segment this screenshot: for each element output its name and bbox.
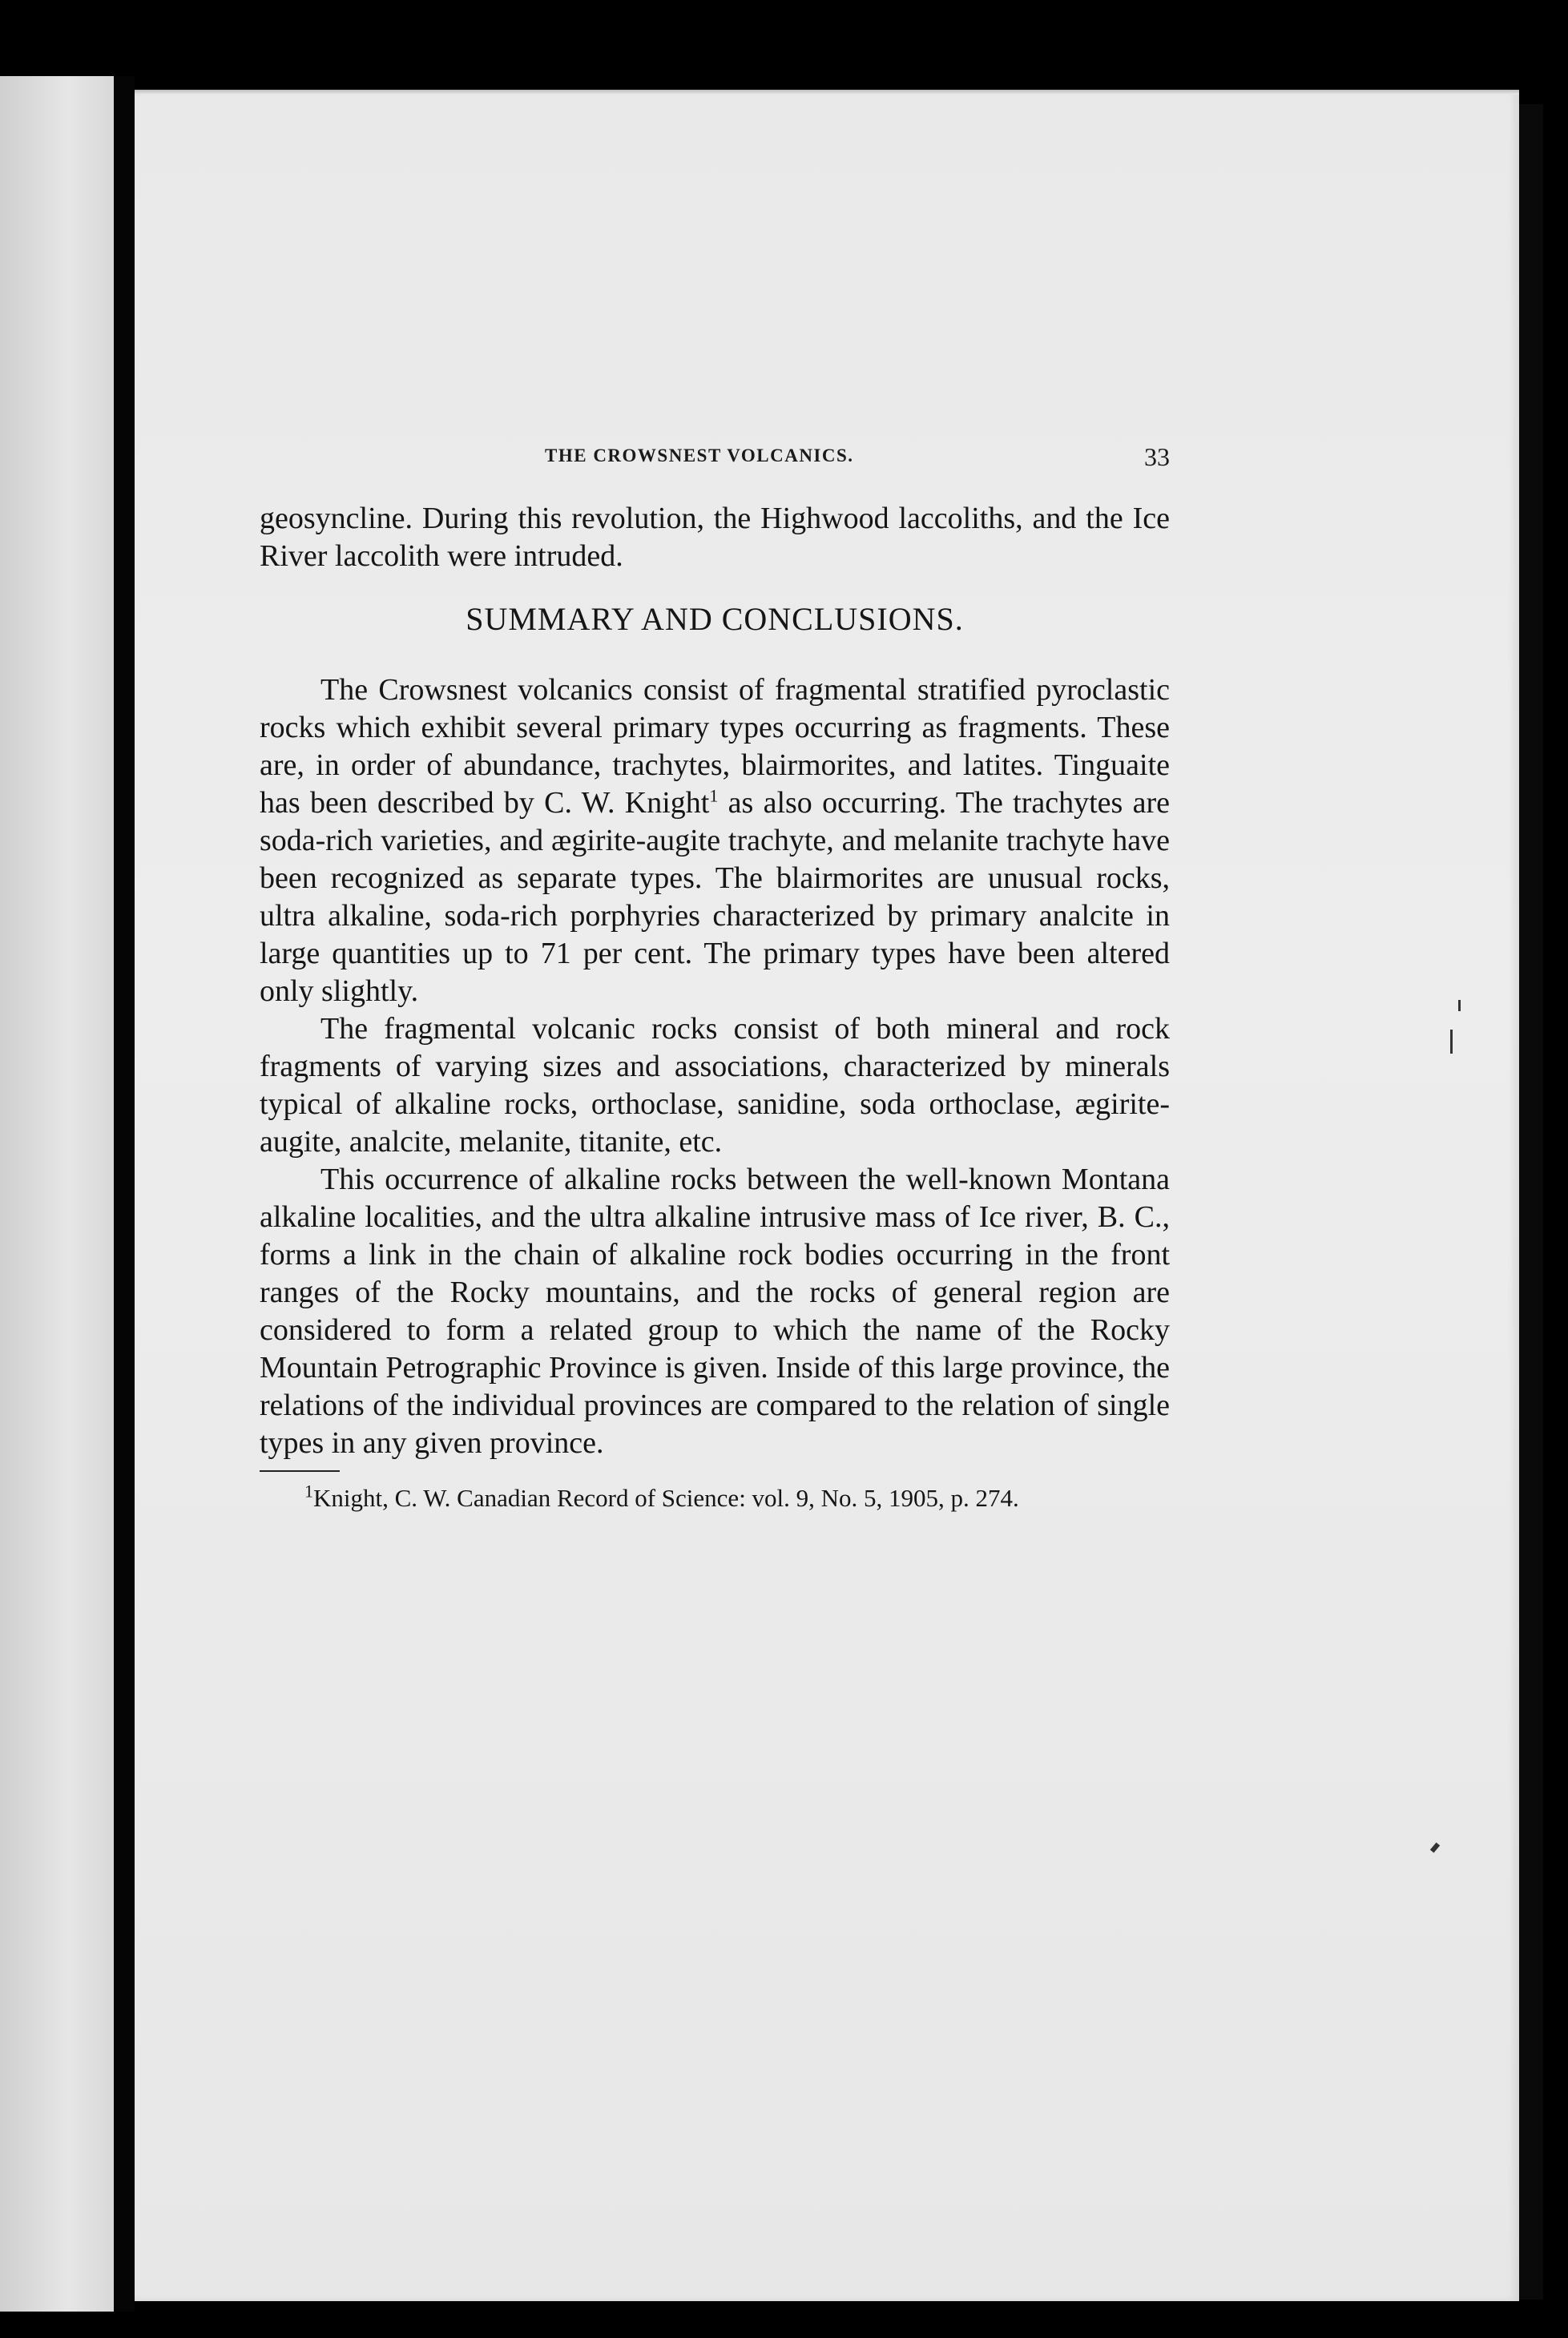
paragraph-summary xyxy=(260,671,1170,1010)
page-top-edge xyxy=(135,90,1519,95)
scan-speck xyxy=(1450,1030,1453,1054)
paragraph-fragmental-rocks: The fragmental volcanic rocks consist of both mineral and rock fragments of varying sizes and associations, characterized by minerals typical of alkaline rocks, orthoclase, sanidine, soda orthoclase, ægirite-augite, analcite, melanite, titanite, etc. xyxy=(260,1012,1170,1159)
facing-page-edge xyxy=(0,76,114,2312)
footnote-marker: 1 xyxy=(304,1481,313,1502)
footnote-text: Knight, C. W. Canadian Record of Science: vol. 9, No. 5, 1905, p. 274. xyxy=(313,1484,1019,1512)
footnote-rule xyxy=(260,1470,340,1472)
scan-speck xyxy=(1458,1000,1461,1011)
footnote xyxy=(260,1483,1170,1514)
paragraph-occurrence: This occurrence of alkaline rocks between the well-known Montana alkaline localities, and the ultra alkaline intrusive mass of Ice river, B. C., forms a link in the chain of alkaline rock bodies occurring in the front ranges of the Rocky mountains, and the rocks of general region are considered to form a related group to which the name of the Rocky Mountain Petrographic Province is given. Inside of this large province, the relations of the individual provinces are compared to the relation of single types in any given province. xyxy=(260,1163,1170,1460)
running-title: THE CROWSNEST VOLCANICS. xyxy=(545,445,854,466)
paragraph-summary-part-a: The Crowsnest volcanics consist of fragmental stratified pyroclastic rocks which exhibit several primary types occurring as fragments. These are, in order of abundance, trachytes, blairmorites, and latites. Tinguaite has been described by C. W. Knight xyxy=(260,673,1170,820)
body-text xyxy=(260,500,1170,1514)
page-number: 33 xyxy=(1144,442,1170,471)
page-right-edge xyxy=(1519,104,1543,2300)
running-head xyxy=(256,442,1170,478)
section-heading: SUMMARY AND CONCLUSIONS. xyxy=(466,601,964,637)
footnote-reference: 1 xyxy=(709,785,719,806)
book-gutter xyxy=(114,76,135,2312)
paragraph-summary-part-b: as also occurring. The trachytes are soda-rich varieties, and ægirite-augite trachyte, and melanite trachyte have been recognized as separate types. The blairmorites are unusual rocks, ultra alkaline, soda-rich porphyries characterized by primary analcite in large quantities up to 71 per cent. The primary types have been altered only slightly. xyxy=(260,786,1170,1008)
continued-paragraph: geosyncline. During this revolution, the Highwood laccoliths, and the Ice River laccolith were intruded. xyxy=(260,502,1170,573)
